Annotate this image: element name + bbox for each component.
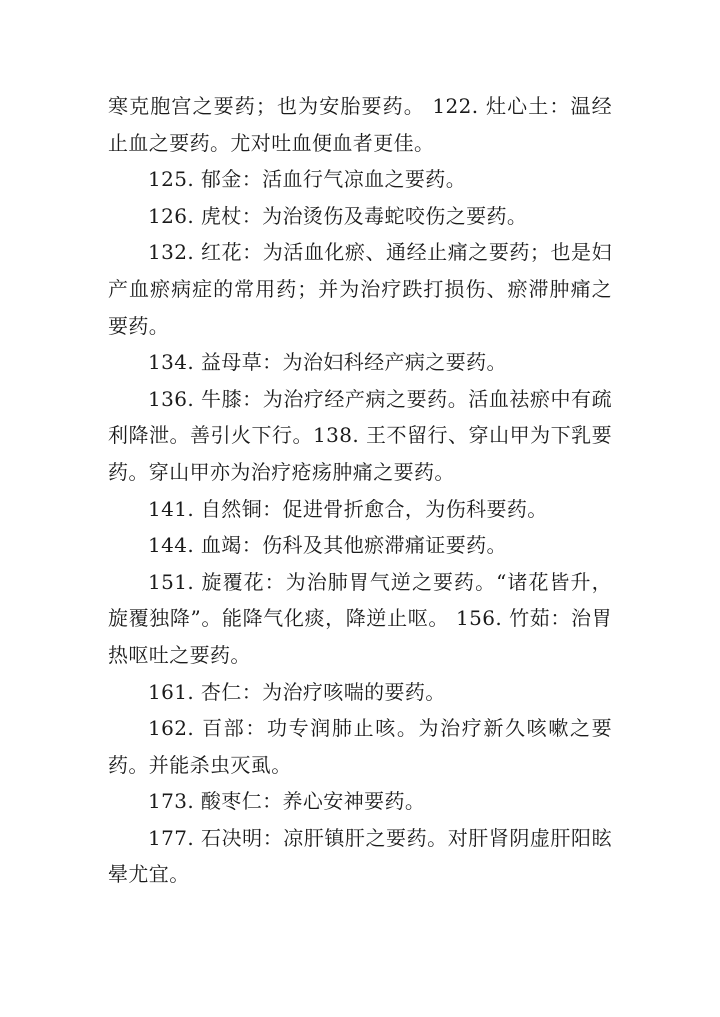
paragraph-item-151: 151. 旋覆花：为治肺胃气逆之要药。“诸花皆升，旋覆独降”。能降气化痰，降逆止呕。 156. 竹茹：治胃热呕吐之要药。 [108, 569, 612, 667]
paragraph-item-134: 134. 益母草：为治妇科经产病之要药。 [148, 350, 507, 375]
paragraph-item-177: 177. 石决明：凉肝镇肝之要药。对肝肾阴虚肝阳眩晕尤宜。 [108, 825, 612, 887]
paragraph-item-173: 173. 酸枣仁：养心安神要药。 [148, 789, 426, 814]
paragraph-item-141: 141. 自然铜：促进骨折愈合，为伤科要药。 [148, 496, 548, 521]
paragraph-item-126: 126. 虎杖：为治烫伤及毒蛇咬伤之要药。 [148, 203, 528, 228]
paragraph-item-132: 132. 红花：为活血化瘀、通经止痛之要药；也是妇产血瘀病症的常用药；并为治疗跌打损伤、瘀滞肿痛之要药。 [108, 240, 612, 338]
paragraph-item-125: 125. 郁金：活血行气凉血之要药。 [148, 167, 467, 192]
paragraph-continuation: 寒克胞宫之要药；也为安胎要药。 122. 灶心土：温经止血之要药。尤对吐血便血者更佳。 [108, 94, 612, 155]
paragraph-item-161: 161. 杏仁：为治疗咳喘的要药。 [148, 679, 446, 704]
paragraph-item-136: 136. 牛膝：为治疗经产病之要药。活血祛瘀中有疏利降泄。善引火下行。138. 王不留行、穿山甲为下乳要药。穿山甲亦为治疗疮疡肿痛之要药。 [108, 386, 612, 484]
paragraph-item-144: 144. 血竭：伤科及其他瘀滞痛证要药。 [148, 533, 507, 558]
paragraph-item-162: 162. 百部：功专润肺止咳。为治疗新久咳嗽之要药。并能杀虫灭虱。 [108, 716, 612, 777]
